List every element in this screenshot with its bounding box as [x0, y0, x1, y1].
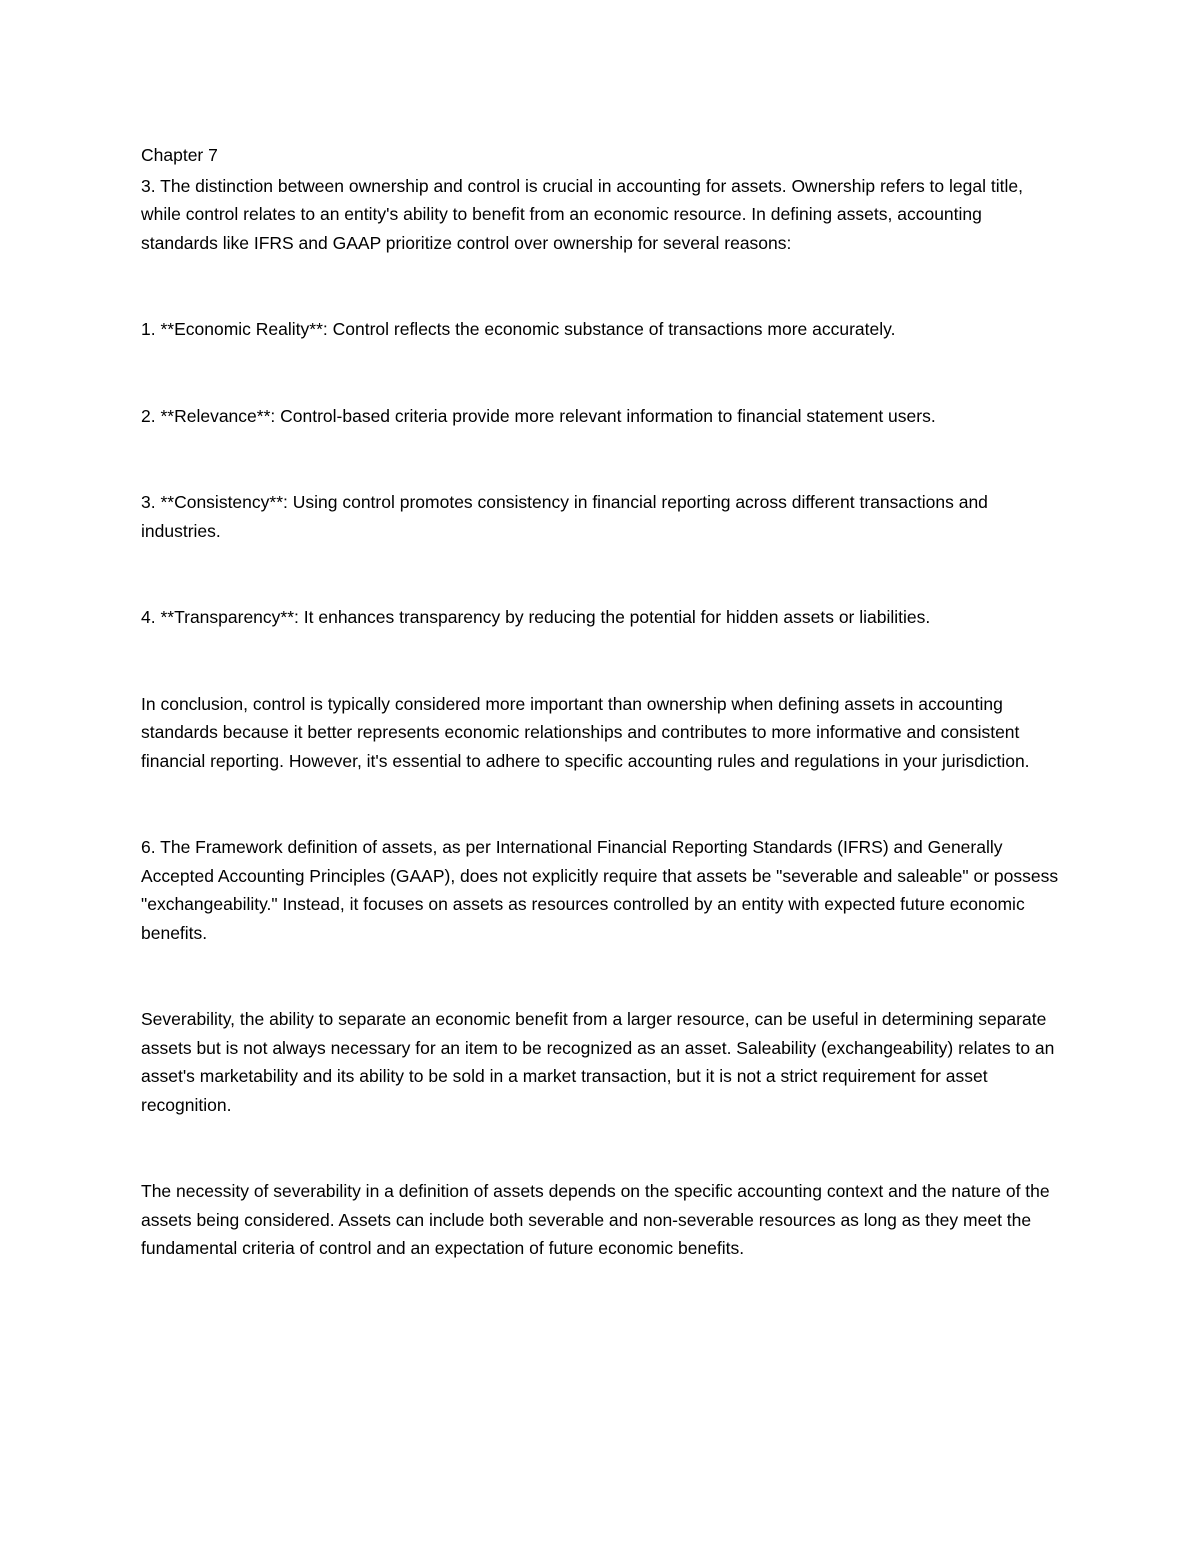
- list-item-consistency: 3. **Consistency**: Using control promotes consistency in financial reporting across different transactions and industries.: [141, 492, 988, 541]
- document-body: [141, 141, 1061, 1263]
- paragraph-conclusion: In conclusion, control is typically considered more important than ownership when defining assets in accounting standards because it better represents economic relationships and contributes to more informative and consistent financial reporting. However, it's essential to adhere to specific accounting rules and regulations in your jurisdiction.: [141, 693, 1030, 771]
- paragraph-question-6: 6. The Framework definition of assets, as per International Financial Reporting Standards (IFRS) and Generally Accepted Accounting Principles (GAAP), does not explicitly require that assets be "severable and saleable" or possess "exchangeability." Instead, it focuses on assets as resources controlled by an entity with expected future economic benefits.: [141, 837, 1059, 943]
- paragraph-necessity: The necessity of severability in a definition of assets depends on the specific accounting context and the nature of the assets being considered. Assets can include both severable and non-severable resources as long as they meet the fundamental criteria of control and an expectation of future economic benefits.: [141, 1181, 1050, 1258]
- list-item-transparency: 4. **Transparency**: It enhances transparency by reducing the potential for hidden assets or liabilities.: [141, 607, 931, 627]
- list-item-economic-reality: 1. **Economic Reality**: Control reflects the economic substance of transactions more accurately.: [141, 319, 896, 339]
- chapter-title: Chapter 7: [141, 145, 218, 165]
- list-item-relevance: 2. **Relevance**: Control-based criteria provide more relevant information to financial statement users.: [141, 405, 936, 426]
- paragraph-question-3: 3. The distinction between ownership and control is crucial in accounting for assets. Ownership refers to legal title, while control relates to an entity's ability to benefit from an economic resource. In defining assets, accounting standards like IFRS and GAAP prioritize control over ownership for several reasons:: [141, 175, 1023, 253]
- paragraph-severability: Severability, the ability to separate an economic benefit from a larger resource, can be useful in determining separate assets but is not always necessary for an item to be recognized as an asset. Saleability (exchangeability) relates to an asset's marketability and its ability to be sold in a market transaction, but it is not a strict requirement for asset recognition.: [141, 1009, 1055, 1115]
